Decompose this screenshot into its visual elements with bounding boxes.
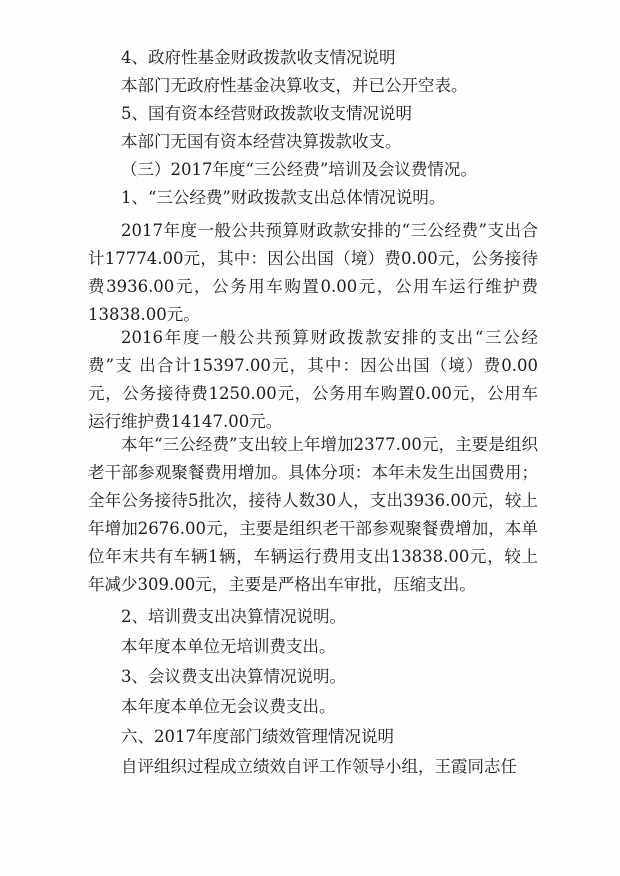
paragraph-2: 本部门无政府性基金决算收支，并已公开空表。 [121,76,468,95]
paragraph-6: 1、“三公经费”财政拨款支出总体情况说明。 [121,188,446,207]
paragraph-3: 5、国有资本经营财政拨款收支情况说明 [121,104,412,123]
paragraph-15: 自评组织过程成立绩效自评工作领导小组，王霞同志任 [121,757,517,776]
paragraph-12: 3、会议费支出决算情况说明。 [121,667,346,686]
paragraph-8: 2016年度一般公共预算财政拨款安排的支出“三公经费”支 出合计15397.00元，其中：因公出国（境）费0.00元，公务接待费1250.00元，公务用车购置0.00元，公用车运行维护费14147.00元。 [88,328,538,431]
section-heading-6: 六、2017年度部门绩效管理情况说明 [121,727,394,746]
paragraph-10: 2、培训费支出决算情况说明。 [121,607,346,626]
paragraph-1: 4、政府性基金财政拨款收支情况说明 [121,48,396,67]
paragraph-13: 本年度本单位无会议费支出。 [121,697,336,716]
section-heading: （三）2017年度“三公经费”培训及会议费情况。 [121,160,477,179]
paragraph-7: 2017年度一般公共预算财政款安排的“三公经费”支出合计17774.00元，其中：因公出国（境）费0.00元，公务接待费3936.00元，公务用车购置0.00元，公用车运行维护费13838.00元。 [88,221,538,324]
paragraph-4: 本部门无国有资本经营决算拨款收支。 [121,132,402,151]
paragraph-11: 本年度本单位无培训费支出。 [121,637,336,656]
paragraph-9: 本年“三公经费”支出较上年增加2377.00元，主要是组织老干部参观聚餐费用增加。具体分项：本年未发生出国费用；全年公务接待5批次，接待人数30人，支出3936.00元，较上年增加2676.00元，主要是组织老干部参观聚餐费增加，本单位年末共有车辆1辆，车辆运行费用支出13838.00元，较上年减少309.00元，主要是严格出车审批，压缩支出。 [88,435,538,594]
